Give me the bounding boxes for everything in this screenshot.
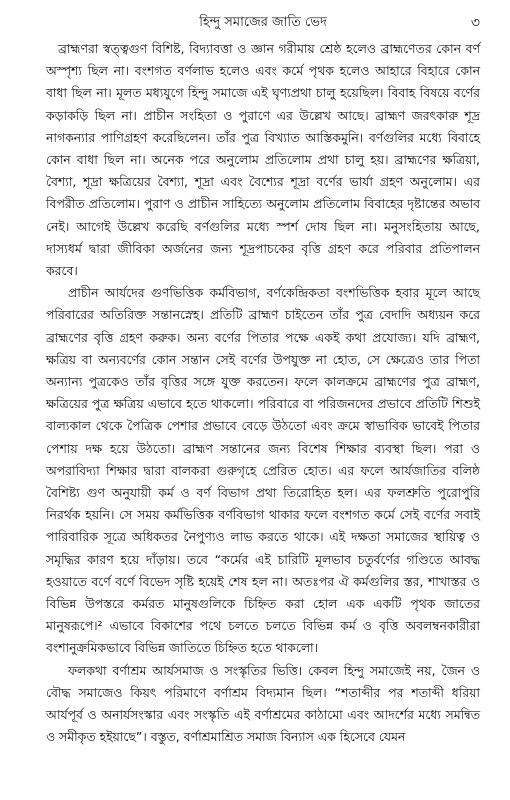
body-text bbox=[46, 38, 480, 749]
chapter-title: হিন্দু সমাজের জাতি ভেদ bbox=[199, 15, 327, 30]
paragraph-hereditary-occupation: প্রাচীন আর্যদের গুণভিত্তিক কর্মবিভাগ, বর্ণকেন্দ্রিকতা বংশভিত্তিক হবার মূলে আছে পরিবারের অতিরিক্ত সন্তানস্নেহ। প্রতিটি ব্রাহ্মণ চাইতেন তাঁর পুত্র বেদাদি অধ্যয়ন করে ব্রাহ্মণের বৃত্তি গ্রহণ করুক। অন্য বর্ণের পিতার পক্ষে একই কথা প্রযোজ্য। যদি ব্রাহ্মণ, ক্ষত্রিয় বা অন্যবর্ণের কোন সন্তান সেই বর্ণের উপযুক্ত না হোত, সে ক্ষেত্রেও তার পিতা অন্যান্য পুত্রকেও তাঁর বৃত্তির সঙ্গে যুক্ত করতেন। ফলে কালক্রমে ব্রাহ্মণের পুত্র ব্রাহ্মণ, ক্ষত্রিয়ের পুত্র ক্ষত্রিয় এভাবে হতে থাকলো। পরিবারে বা পরিজনদের প্রভাবে প্রতিটি শিশুই বাল্যকাল থেকে পৈত্রিক পেশার প্রভাবে বেড়ে উঠতো এবং ক্রমে স্বাভাবিক ভাবেই পিতার পেশায় দক্ষ হয়ে উঠতো। ব্রাহ্মণ সন্তানের জন্য বিশেষ শিক্ষার ব্যবস্থা ছিল। পরা ও অপরাবিদ্যা শিক্ষার দ্বারা বালকরা গুরুগৃহে প্রেরিত হোত। এর ফলে আর্যজাতির বলিষ্ঠ বৈশিষ্ট্য গুণ অনুযায়ী কর্ম ও বর্ণ বিভাগ প্রথা তিরোহিত হল। এর ফলশ্রুতি পুরোপুরি নিরর্থক হয়নি। সে সময় কর্মভিত্তিক বর্ণবিভাগ থাকার ফলে বংশগত কর্মে সেই বর্ণের সবাই পারিবারিক সূত্রে অধিকতর নৈপুণ্যও লাভ করতে থাকে। এই দক্ষতা সমাজের স্থায়িত্ব ও সমৃদ্ধির কারণ হয়ে দাঁড়ায়। তবে “কর্মের এই চারিটি মূলভাব চতুর্বর্ণের গণ্ডিতে আবদ্ধ হওয়াতে বর্ণে বর্ণে বিভেদ সৃষ্টি হয়েই শেষ হল না। অতঃপর ঐ কর্মগুলির স্তর, শাখাস্তর ও বিভিন্ন উপস্তরে কর্মরত মানুষগুলিকে চিহ্নিত করা হোল এক একটি পৃথক জাতের মানুষরূপে।² এভাবে বিকাশের পথে চলতে চলতে বিভিন্ন কর্ম ও বৃত্তি অবলম্বনকারীরা বংশানুক্রমিকভাবে বিভিন্ন জাতিতে চিহ্নিত হতে থাকলো। bbox=[46, 285, 480, 656]
paragraph-caste-marriage: ব্রাহ্মণরা স্বত্ত্বগুণ বিশিষ্ট, বিদ্যাবত্তা ও জ্ঞান গরীমায় শ্রেষ্ঠ হলেও ব্রাহ্মণেতর কোন বর্ণ অস্পৃশ্য ছিল না। বংশগত বর্ণলাভ হলেও এবং কর্মে পৃথক হলেও আহারে বিহারে কোন বাধা ছিল না। মূলত মধ্যযুগে হিন্দু সমাজে এই ঘৃণ্যপ্রথা চালু হয়েছিল। বিবাহ বিষয়ে বর্ণের কড়াকড়ি ছিল না। প্রাচীন সংহিতা ও পুরাণে এর উল্লেখ আছে। ব্রাহ্মণ জরৎকারু শূদ্র নাগকন্যার পাণিগ্রহণ করেছিলেন। তাঁর পুত্র বিখ্যাত আস্তিকমুনি। বর্ণগুলির মধ্যে বিবাহে কোন বাধা ছিল না। অনেক পরে অনুলোম প্রতিলোম প্রথা চালু হয়। ব্রাহ্মণের ক্ষত্রিয়া, বৈশ্যা, শূদ্রা ক্ষত্রিয়ের বৈশ্যা, শূদ্রা এবং বৈশ্যের শূদ্রা বর্ণের ভার্যা গ্রহণ অনুলোম। এর বিপরীত প্রতিলোম। পুরাণ ও প্রাচীন সাহিত্যে অনুলোম প্রতিলোম বিবাহের দৃষ্টান্তের অভাব নেই। আগেই উল্লেখ করেছি বর্ণগুলির মধ্যে স্পর্শ দোষ ছিল না। মনুসংহিতায় আছে, দাস্যধর্ম দ্বারা জীবিকা অর্জনের জন্য শূদ্রপাচকের বৃত্তি গ্রহণ করে পরিবার প্রতিপালন করবে। bbox=[46, 41, 480, 279]
running-header bbox=[46, 8, 480, 38]
paragraph-varnashrama: ফলকথা বর্ণাশ্রম আর্যসমাজ ও সংস্কৃতির ভিত্তি। কেবল হিন্দু সমাজেই নয়, জৈন ও বৌদ্ধ সমাজেও কিয়ৎ পরিমাণে বর্ণাশ্রম বিদ্যমান ছিল। “শতাব্দীর পর শতাব্দী ধরিয়া আর্যপূর্ব ও অনার্যসংস্কার এবং সংস্কৃতি এই বর্ণাশ্রমের কাঠামো এবং আদর্শের মধ্যে সমন্বিত ও সমীকৃত হইয়াছে”। বস্তুত, বর্ণাশ্রমাশ্রিত সমাজ বিন্যাস এক হিসেবে যেমন bbox=[46, 662, 480, 745]
page-number: ৩ bbox=[470, 15, 480, 31]
